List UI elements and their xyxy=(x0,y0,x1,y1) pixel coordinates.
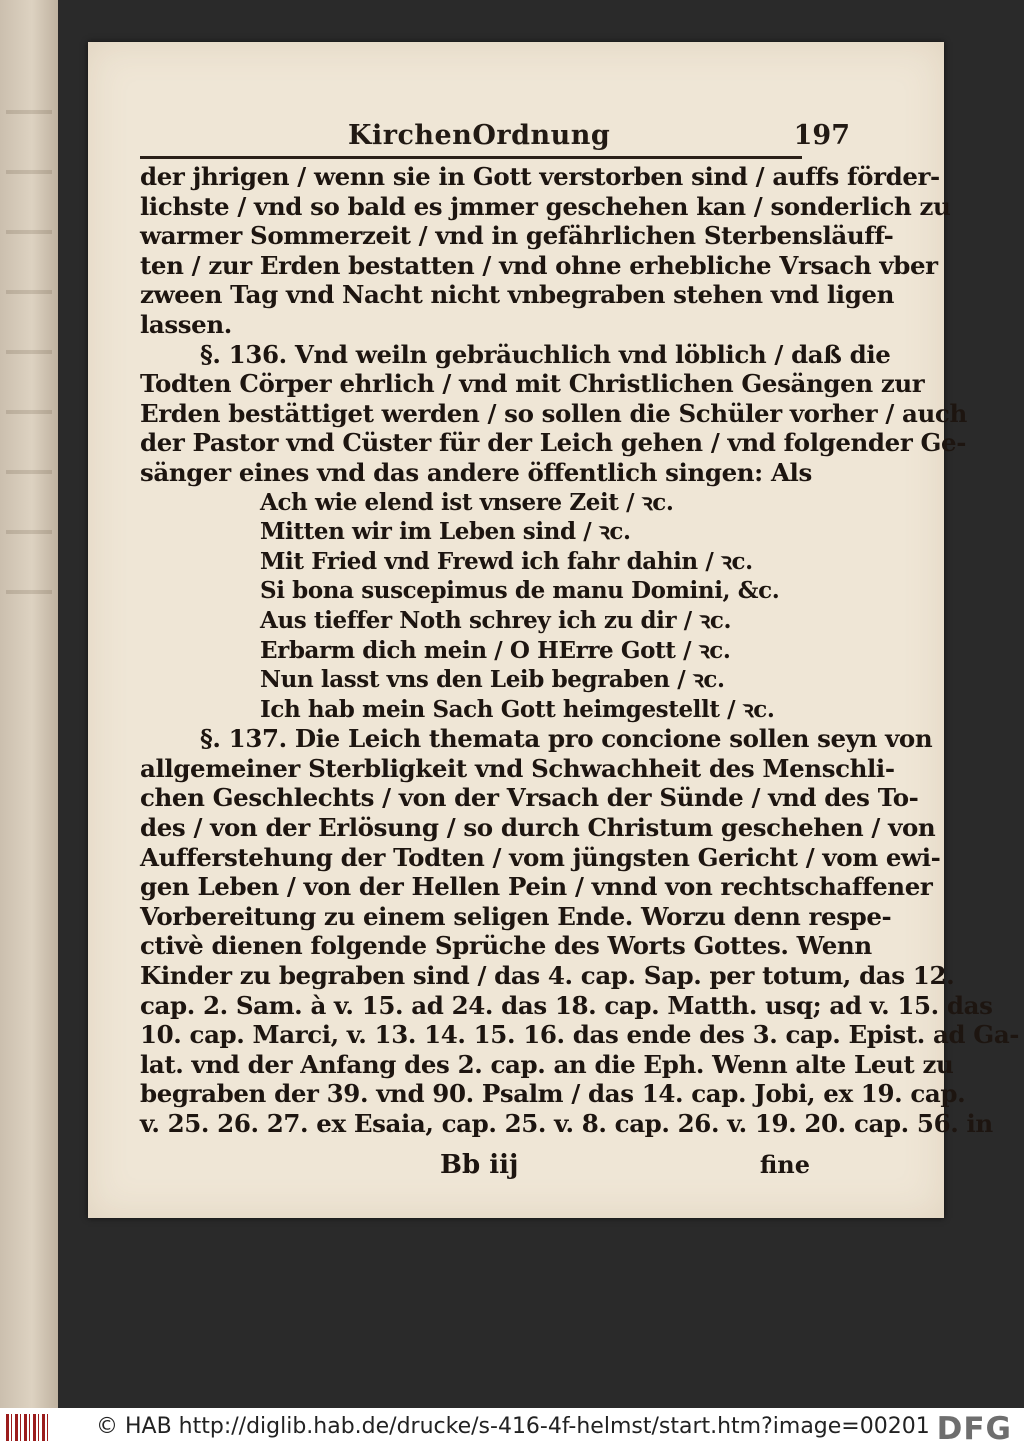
text-line: v. 25. 26. 27. ex Esaia, cap. 25. v. 8. cap. 26. v. 19. 20. cap. 56. in xyxy=(140,1109,993,1138)
text-line: ctivè dienen folgende Sprüche des Worts Gottes. Wenn xyxy=(140,931,872,961)
running-title: KirchenOrdnung xyxy=(348,120,611,151)
page-footer xyxy=(140,1150,810,1184)
hymn-item: Ich hab mein Sach Gott heimgestellt / ꝛc. xyxy=(260,695,775,723)
text-line: des / von der Erlösung / so durch Christum geschehen / von xyxy=(140,813,936,843)
text-line: chen Geschlechts / von der Vrsach der Sünde / vnd des To- xyxy=(140,783,919,813)
credit-bar xyxy=(0,1408,1024,1447)
text-line: lassen. xyxy=(140,309,232,339)
text-line: lichste / vnd so bald es jmmer geschehen kan / sonderlich zu xyxy=(140,191,951,221)
text-line: Erden bestättiget werden / so sollen die Schüler vorher / auch xyxy=(140,398,967,428)
text-line: allgemeiner Sterbligkeit vnd Schwachheit des Menschli- xyxy=(140,753,895,783)
page-body xyxy=(140,162,1020,1139)
hymn-item: Mitten wir im Leben sind / ꝛc. xyxy=(260,518,631,546)
catchword: fine xyxy=(759,1150,810,1179)
text-line: der Pastor vnd Cüster für der Leich gehen / vnd folgender Ge- xyxy=(140,428,966,458)
text-line: 10. cap. Marci, v. 13. 14. 15. 16. das ende des 3. cap. Epist. ad Ga- xyxy=(140,1020,1020,1050)
hymn-item: Ach wie elend ist vnsere Zeit / ꝛc. xyxy=(260,488,674,516)
text-line: Todten Cörper ehrlich / vnd mit Christlichen Gesängen zur xyxy=(140,369,925,399)
text-line: Kinder zu begraben sind / das 4. cap. Sap. per totum, das 12. xyxy=(140,961,955,991)
hymn-item: Erbarm dich mein / O HErre Gott / ꝛc. xyxy=(260,636,731,664)
adjacent-page-edge xyxy=(0,0,58,1408)
section-136-start: §. 136. Vnd weiln gebräuchlich vnd löblich / daß die xyxy=(200,339,891,369)
text-line: begraben der 39. vnd 90. Psalm / das 14. cap. Jobi, ex 19. cap. xyxy=(140,1079,966,1109)
section-137-start: §. 137. Die Leich themata pro concione sollen seyn von xyxy=(200,724,933,754)
hymn-item: Nun lasst vns den Leib begraben / ꝛc. xyxy=(260,666,725,694)
hymn-item: Si bona suscepimus de manu Domini, &c. xyxy=(260,577,780,605)
text-line: warmer Sommerzeit / vnd in gefährlichen Sterbensläuff- xyxy=(140,221,894,251)
signature-mark: Bb iij xyxy=(440,1150,519,1180)
dfg-logo: DFG xyxy=(936,1411,1012,1447)
text-line: gen Leben / von der Hellen Pein / vnnd von rechtschaffener xyxy=(140,872,933,902)
text-line: lat. vnd der Anfang des 2. cap. an die Eph. Wenn alte Leut zu xyxy=(140,1049,954,1079)
hymn-item: Aus tieffer Noth schrey ich zu dir / ꝛc. xyxy=(260,606,732,634)
text-line: Vorbereitung zu einem seligen Ende. Worzu denn respe- xyxy=(140,901,892,931)
text-line: zween Tag vnd Nacht nicht vnbegraben stehen vnd ligen xyxy=(140,280,895,310)
hymn-item: Mit Fried vnd Frewd ich fahr dahin / ꝛc. xyxy=(260,547,753,575)
text-line: ten / zur Erden bestatten / vnd ohne erhebliche Vrsach vber xyxy=(140,250,938,280)
text-line: der jhrigen / wenn sie in Gott verstorben sind / auffs förder- xyxy=(140,162,940,191)
book-page xyxy=(88,42,1020,1218)
copyright-url: © HAB http://diglib.hab.de/drucke/s-416-4f-helmst/start.htm?image=00201 xyxy=(96,1414,930,1439)
barcode-icon xyxy=(6,1414,50,1441)
text-line: cap. 2. Sam. à v. 15. ad 24. das 18. cap. Matth. usq; ad v. 15. das xyxy=(140,990,993,1020)
header-rule xyxy=(140,156,802,159)
page-header xyxy=(140,120,850,160)
page-number: 197 xyxy=(793,120,850,151)
text-line: Aufferstehung der Todten / vom jüngsten Gericht / vom ewi- xyxy=(140,842,941,872)
text-line: sänger eines vnd das andere öffentlich singen: Als xyxy=(140,457,812,487)
